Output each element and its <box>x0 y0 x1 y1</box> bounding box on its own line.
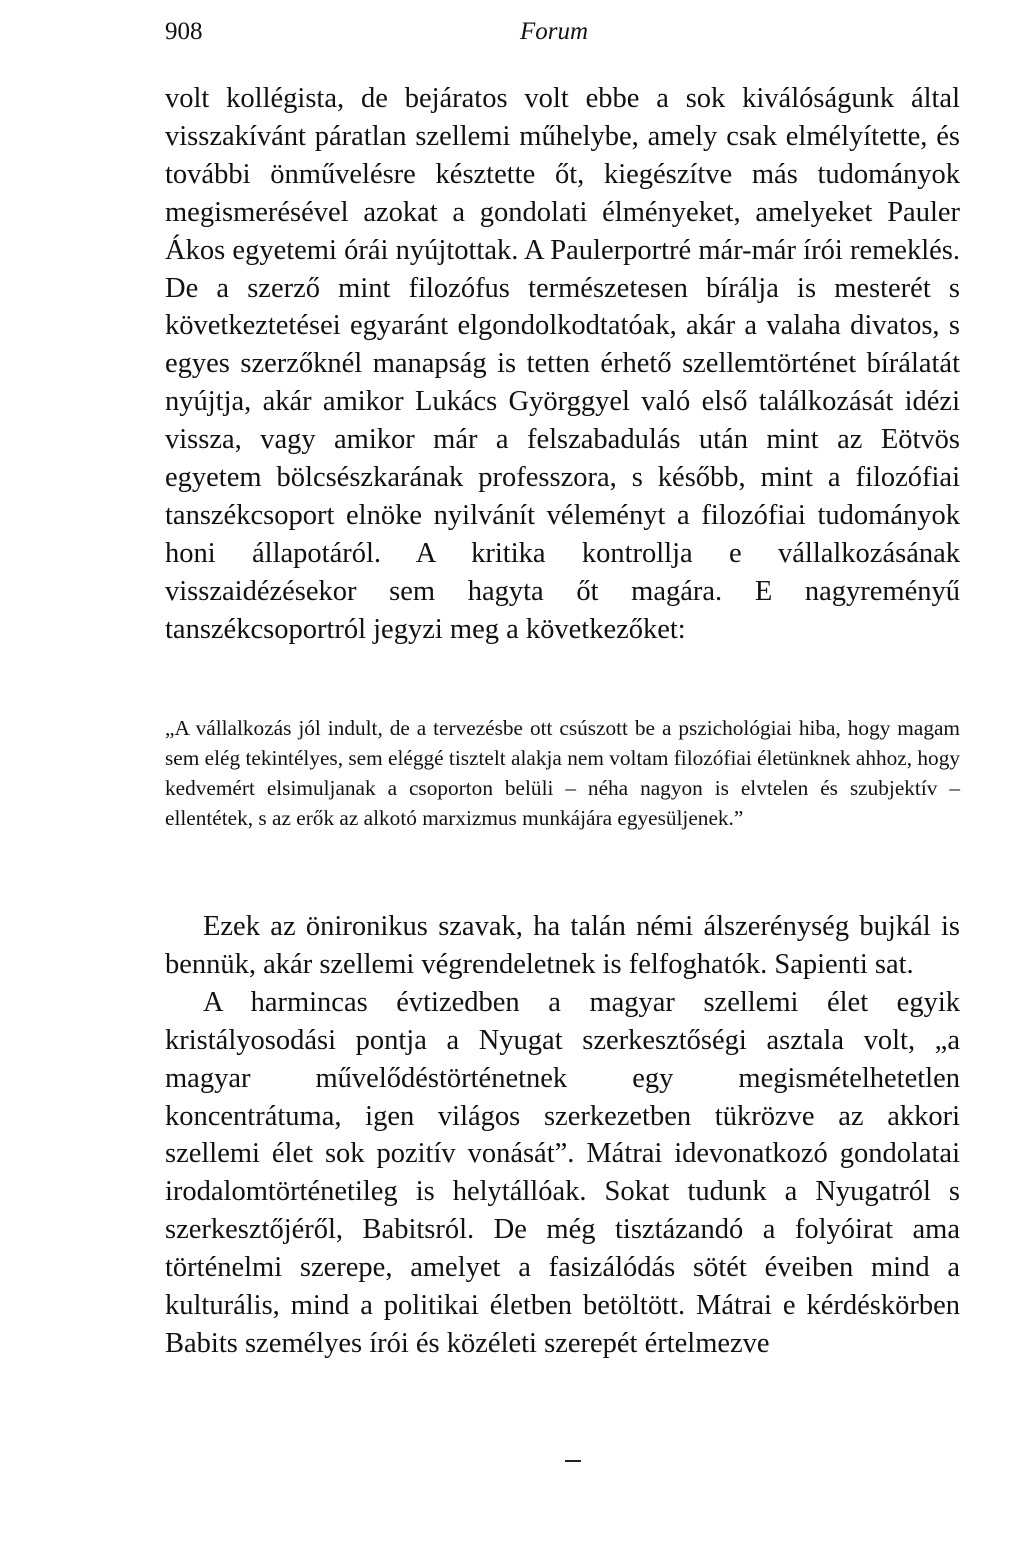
footer-mark <box>565 1460 581 1462</box>
page-number: 908 <box>165 18 203 45</box>
body-text-top <box>165 80 960 649</box>
paragraph: Ezek az önironikus szavak, ha talán némi álszerénység bujkál is bennük, akár szellemi végrendeletnek is felfoghatók. Sapienti sat. <box>165 911 960 980</box>
page-header <box>165 18 960 54</box>
running-title: Forum <box>520 18 589 45</box>
paragraph: A harmincas évtizedben a magyar szellemi élet egyik kristályosodási pontja a Nyugat szerkesztőségi asztala volt, „a magyar művelődéstörténetnek egy megismételhetetlen koncentrátuma, igen világos szerkezetben tükrözve az akkori szellemi élet sok pozitív vonását”. Mátrai idevonatkozó gondolatai irodalomtörténetileg is helytállóak. Sokat tudunk a Nyugatról s szerkesztőjéről, Babitsról. De még tisztázandó a folyóirat ama történelmi szerepe, amelyet a fasizálódás sötét éveiben mind a kulturális, mind a politikai életben betöltött. Mátrai e kérdéskörben Babits személyes írói és közéleti szerepét értelmezve <box>165 986 960 1359</box>
block-quote: „A vállalkozás jól indult, de a tervezésbe ott csúszott be a pszichológiai hiba, hogy magam sem elég tekintélyes, sem eléggé tisztelt alakja nem voltam filozófiai életünknek ahhoz, hogy kedvemért elsimuljanak a csoporton belüli – néha nagyon is elvtelen és szubjektív – ellentétek, s az erők az alkotó marxizmus munkájára egyesüljenek.” <box>165 716 960 830</box>
body-text-bottom <box>165 908 960 1363</box>
paragraph: volt kollégista, de bejáratos volt ebbe a sok kiválóságunk által visszakívánt páratlan szellemi műhelybe, amely csak elmélyítette, és további önművelésre késztette őt, kiegészítve más tudományok megismerésével azokat a gondolati élményeket, amelyeket Pauler Ákos egyetemi órái nyújtottak. A Paulerportré már-már írói remeklés. De a szerző mint filozófus természetesen bírálja is mesterét s következtetései egyaránt elgondolkodtatóak, akár a valaha divatos, s egyes szerzőknél manapság is tetten érhető szellemtörténet bírálatát nyújtja, akár amikor Lukács Györggyel való első találkozását idézi vissza, vagy amikor már a felszabadulás után mint az Eötvös egyetem bölcsészkarának professzora, s később, mint a filozófiai tanszékcsoport elnöke nyilvánít véleményt a filozófiai tudományok honi állapotáról. A kritika kontrollja e vállalkozásának visszaidézésekor sem hagyta őt magára. E nagyreményű tanszékcsoportról jegyzi meg a következőket: <box>165 83 960 645</box>
